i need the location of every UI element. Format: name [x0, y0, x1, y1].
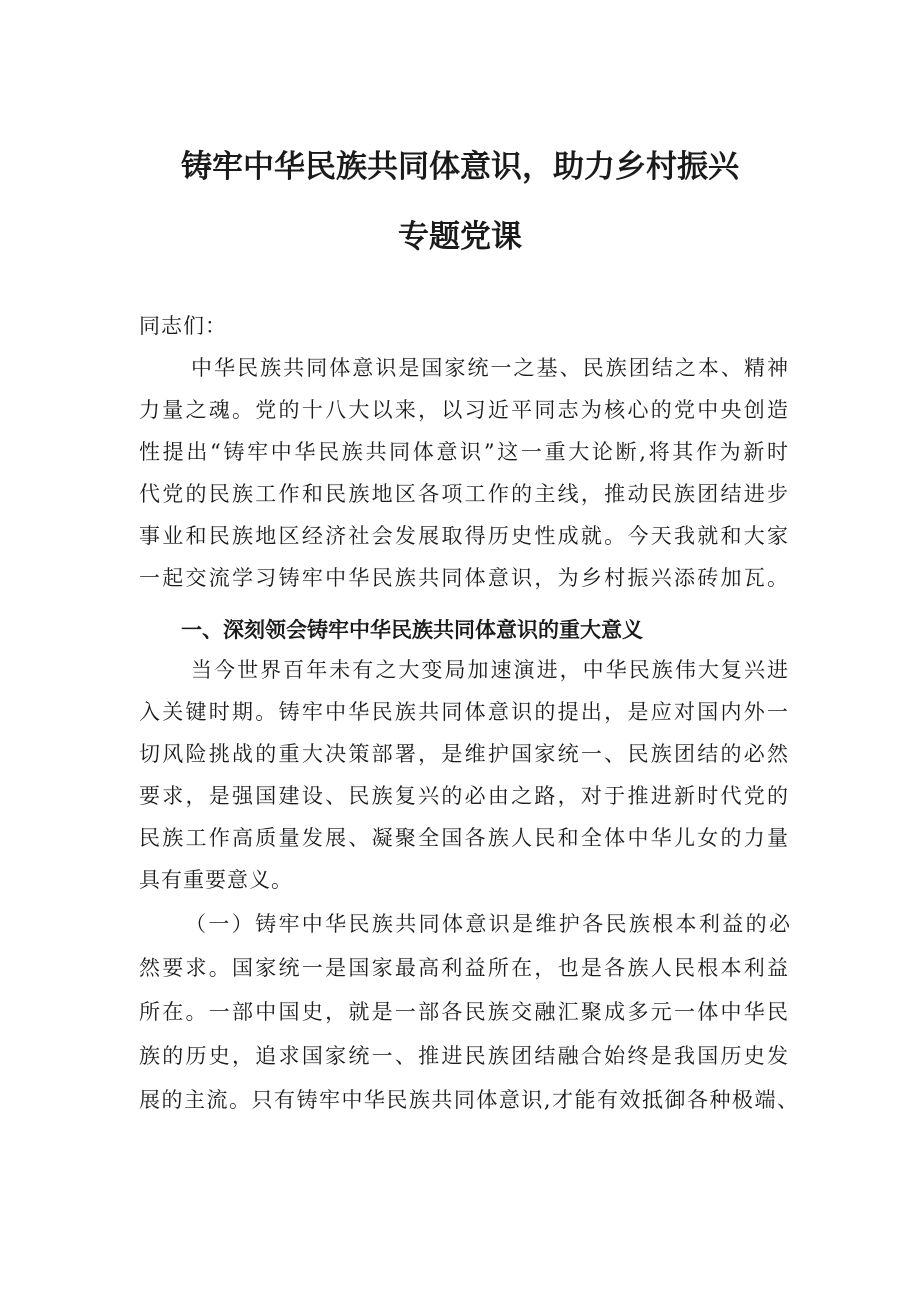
title-line-2: 专题党课	[398, 219, 522, 255]
section-line: 切风险挑战的重大决策部署，是维护国家统一、民族团结的必然	[139, 742, 789, 766]
subsection-line: （一）铸牢中华民族共同体意识是维护各民族根本利益的必	[185, 912, 791, 936]
section-heading: 一、深刻领会铸牢中华民族共同体意识的重大意义	[181, 618, 643, 642]
subsection-line: 所在。一部中国史，就是一部各民族交融汇聚成多元一体中华民	[139, 1000, 789, 1024]
intro-line: 性提出“铸牢中华民族共同体意识”这一重大论断,将其作为新时	[139, 440, 789, 464]
intro-line: 事业和民族地区经济社会发展取得历史性成就。今天我就和大家	[139, 524, 789, 548]
intro-line: 一起交流学习铸牢中华民族共同体意识，为乡村振兴添砖加瓦。	[139, 566, 789, 590]
section-line: 入关键时期。铸牢中华民族共同体意识的提出，是应对国内外一	[139, 700, 789, 724]
intro-line: 力量之魂。党的十八大以来，以习近平同志为核心的党中央创造	[139, 398, 789, 422]
subsection-line: 然要求。国家统一是国家最高利益所在，也是各族人民根本利益	[139, 956, 789, 980]
section-line: 民族工作高质量发展、凝聚全国各族人民和全体中华儿女的力量	[139, 826, 789, 850]
section-line: 具有重要意义。	[139, 868, 293, 892]
intro-line: 中华民族共同体意识是国家统一之基、民族团结之本、精神	[191, 356, 789, 380]
section-line: 当今世界百年未有之大变局加速演进，中华民族伟大复兴进	[191, 658, 789, 682]
salutation: 同志们：	[139, 314, 227, 338]
title-line-1: 铸牢中华民族共同体意识，助力乡村振兴	[181, 149, 739, 185]
subsection-line: 展的主流。只有铸牢中华民族共同体意识,才能有效抵御各种极端、	[139, 1088, 799, 1112]
intro-line: 代党的民族工作和民族地区各项工作的主线，推动民族团结进步	[139, 482, 789, 506]
section-line: 要求，是强国建设、民族复兴的必由之路，对于推进新时代党的	[139, 784, 789, 808]
subsection-line: 族的历史，追求国家统一、推进民族团结融合始终是我国历史发	[139, 1044, 789, 1068]
